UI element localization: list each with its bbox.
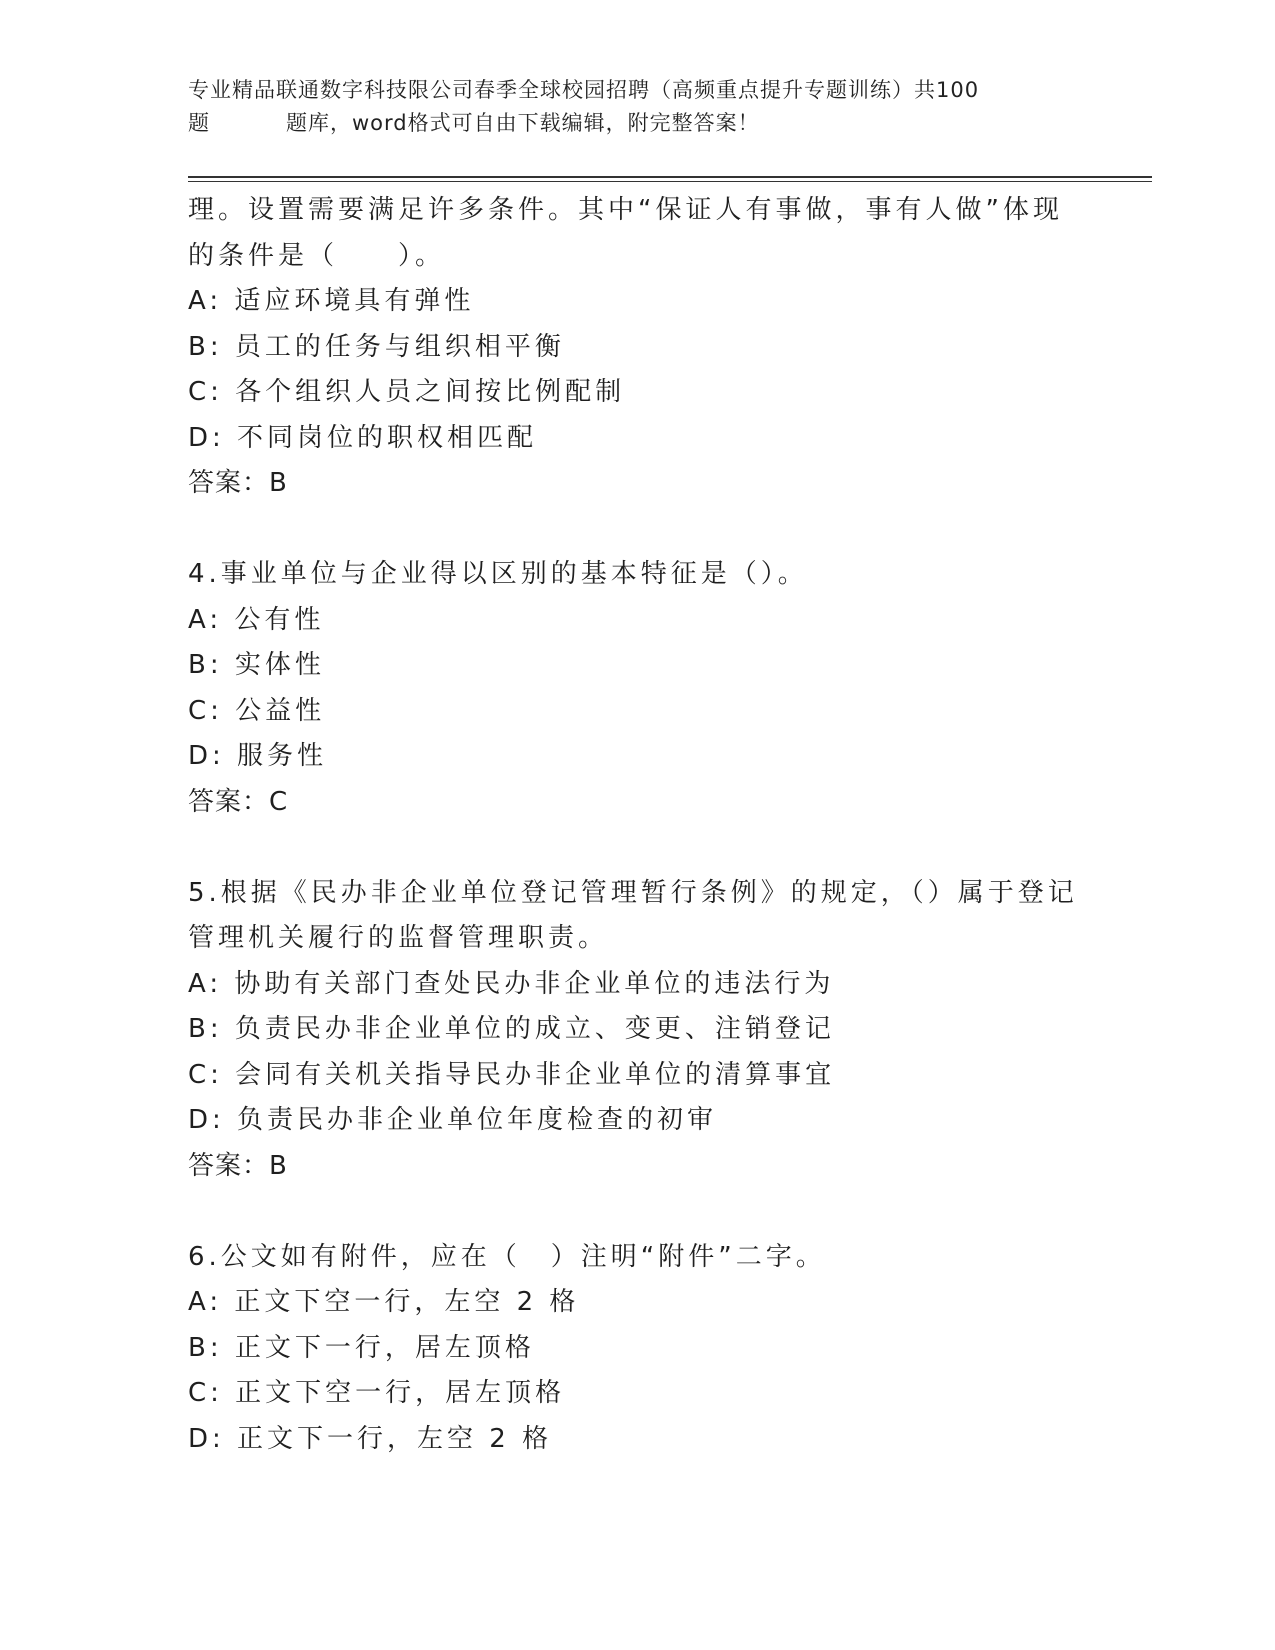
question-3-stem-line2: 的条件是（ ）。 — [188, 240, 446, 271]
question-5-answer: 答案：B — [188, 1150, 288, 1181]
question-5-stem-line1: 5.根据《民办非企业单位登记管理暂行条例》的规定，（）属于登记 — [188, 877, 1078, 908]
spacer — [188, 507, 1088, 553]
header-title-line2-rest: 题库，word格式可自由下载编辑，附完整答案！ — [286, 111, 760, 135]
header-title-line2 — [188, 107, 1088, 140]
question-3 — [188, 188, 1088, 507]
question-5 — [188, 871, 1088, 1190]
question-3-stem-line1: 理。设置需要满足许多条件。其中“保证人有事做，事有人做”体现 — [188, 195, 1063, 225]
question-4-option-b: B: 实体性 — [188, 650, 325, 680]
question-6-stem-line1: 6.公文如有附件，应在（ ）注明“附件”二字。 — [188, 1241, 826, 1272]
question-4 — [188, 552, 1088, 825]
document-body — [188, 188, 1088, 1462]
header-title-line2-lead: 题 — [188, 111, 210, 135]
question-6-option-d: D: 正文下一行，左空 2 格 — [188, 1423, 553, 1454]
question-6 — [188, 1235, 1088, 1463]
page-header — [188, 74, 1088, 140]
question-5-option-c: C: 会同有关机关指导民办非企业单位的清算事宜 — [188, 1059, 836, 1090]
question-3-answer: 答案：B — [188, 468, 288, 498]
question-4-option-d: D: 服务性 — [188, 741, 328, 771]
question-5-stem-line2: 管理机关履行的监督管理职责。 — [188, 923, 609, 953]
question-3-option-a: A: 适应环境具有弹性 — [188, 286, 475, 316]
header-divider — [188, 176, 1152, 182]
question-5-option-d: D: 负责民办非企业单位年度检查的初审 — [188, 1105, 718, 1135]
question-5-option-b: B: 负责民办非企业单位的成立、变更、注销登记 — [188, 1014, 835, 1044]
spacer — [188, 825, 1088, 871]
question-6-option-c: C: 正文下空一行，居左顶格 — [188, 1378, 566, 1408]
question-5-option-a: A: 协助有关部门查处民办非企业单位的违法行为 — [188, 968, 835, 999]
spacer — [188, 1189, 1088, 1235]
question-4-option-c: C: 公益性 — [188, 695, 326, 726]
question-4-option-a: A: 公有性 — [188, 604, 325, 635]
question-6-option-b: B: 正文下一行，居左顶格 — [188, 1332, 535, 1363]
question-4-answer: 答案：C — [188, 786, 289, 817]
question-3-option-d: D: 不同岗位的职权相匹配 — [188, 422, 538, 453]
question-3-option-b: B: 员工的任务与组织相平衡 — [188, 331, 565, 362]
header-title-line1: 专业精品联通数字科技限公司春季全球校园招聘（高频重点提升专题训练）共100 — [188, 78, 980, 102]
question-4-stem-line1: 4.事业单位与企业得以区别的基本特征是（）。 — [188, 559, 808, 589]
question-6-option-a: A: 正文下空一行，左空 2 格 — [188, 1287, 580, 1317]
question-3-option-c: C: 各个组织人员之间按比例配制 — [188, 377, 626, 407]
